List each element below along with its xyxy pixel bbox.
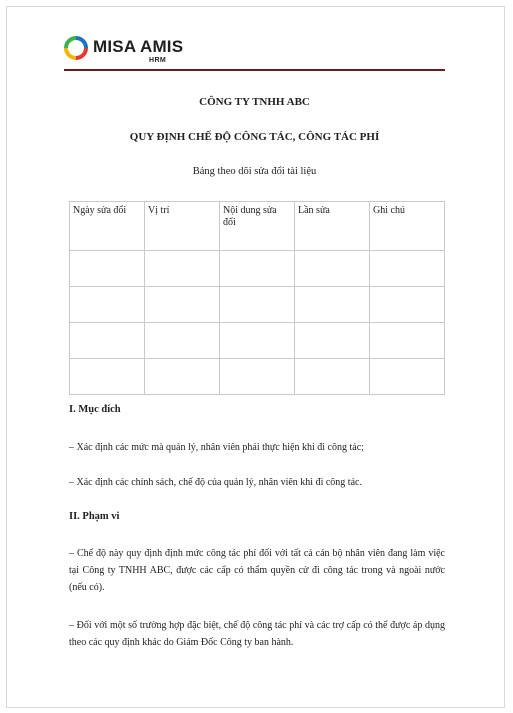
table-cell <box>220 251 295 287</box>
table-cell <box>220 287 295 323</box>
revision-caption: Bảng theo dõi sửa đổi tài liệu <box>192 166 317 177</box>
header-cell-content: Nội dung sửa đổi <box>220 202 295 251</box>
scope-paragraph-2: – Đối với một số trường hợp đặc biệt, chế độ công tác phí và các trợ cấp có thể được áp dụng theo các quy định khác do Giám Đốc Công ty ban hành. <box>69 620 445 648</box>
table-cell <box>70 251 145 287</box>
header-cell-date: Ngày sửa đổi <box>70 202 145 251</box>
table-cell <box>220 323 295 359</box>
table-cell <box>295 323 370 359</box>
brand-name: MISA AMIS <box>93 37 184 56</box>
scope-paragraph-1: – Chế độ này quy định định mức công tác phí đối với tất cả cán bộ nhân viên đang làm việc tại Công ty TNHH ABC, được các cấp có thẩm quyền cử đi công tác trong và ngoài nước (nếu có). <box>69 548 445 593</box>
purpose-paragraph-1: – Xác định các mức mà quản lý, nhân viên phải thực hiện khi đi công tác; <box>69 442 364 453</box>
document-title: QUY ĐỊNH CHẾ ĐỘ CÔNG TÁC, CÔNG TÁC PHÍ <box>129 131 380 143</box>
table-cell <box>70 359 145 395</box>
section-heading-scope: II. Phạm vi <box>69 511 120 522</box>
header-cell-note: Ghi chú <box>370 202 445 251</box>
header-rule <box>64 69 445 71</box>
table-cell <box>145 323 220 359</box>
revision-table-header <box>70 202 445 251</box>
table-cell <box>370 323 445 359</box>
purpose-paragraph-2: – Xác định các chính sách, chế độ của quản lý, nhân viên khi đi công tác. <box>69 477 362 488</box>
misa-logo-icon <box>64 36 88 60</box>
section-heading-purpose: I. Mục đích <box>69 404 121 415</box>
table-row <box>70 251 445 287</box>
table-row <box>70 323 445 359</box>
table-cell <box>370 287 445 323</box>
table-cell <box>220 359 295 395</box>
revision-table <box>69 201 445 395</box>
table-cell <box>145 359 220 395</box>
table-row <box>70 287 445 323</box>
table-cell <box>145 287 220 323</box>
table-cell <box>370 251 445 287</box>
header-cell-position: Vị trí <box>145 202 220 251</box>
brand-subtitle: HRM <box>149 57 167 64</box>
table-cell <box>70 287 145 323</box>
table-cell <box>70 323 145 359</box>
table-cell <box>145 251 220 287</box>
table-cell <box>295 359 370 395</box>
header-cell-revision: Lần sửa <box>295 202 370 251</box>
table-cell <box>295 251 370 287</box>
company-name: CÔNG TY TNHH ABC <box>199 96 310 108</box>
table-row <box>70 359 445 395</box>
table-cell <box>295 287 370 323</box>
table-cell <box>370 359 445 395</box>
